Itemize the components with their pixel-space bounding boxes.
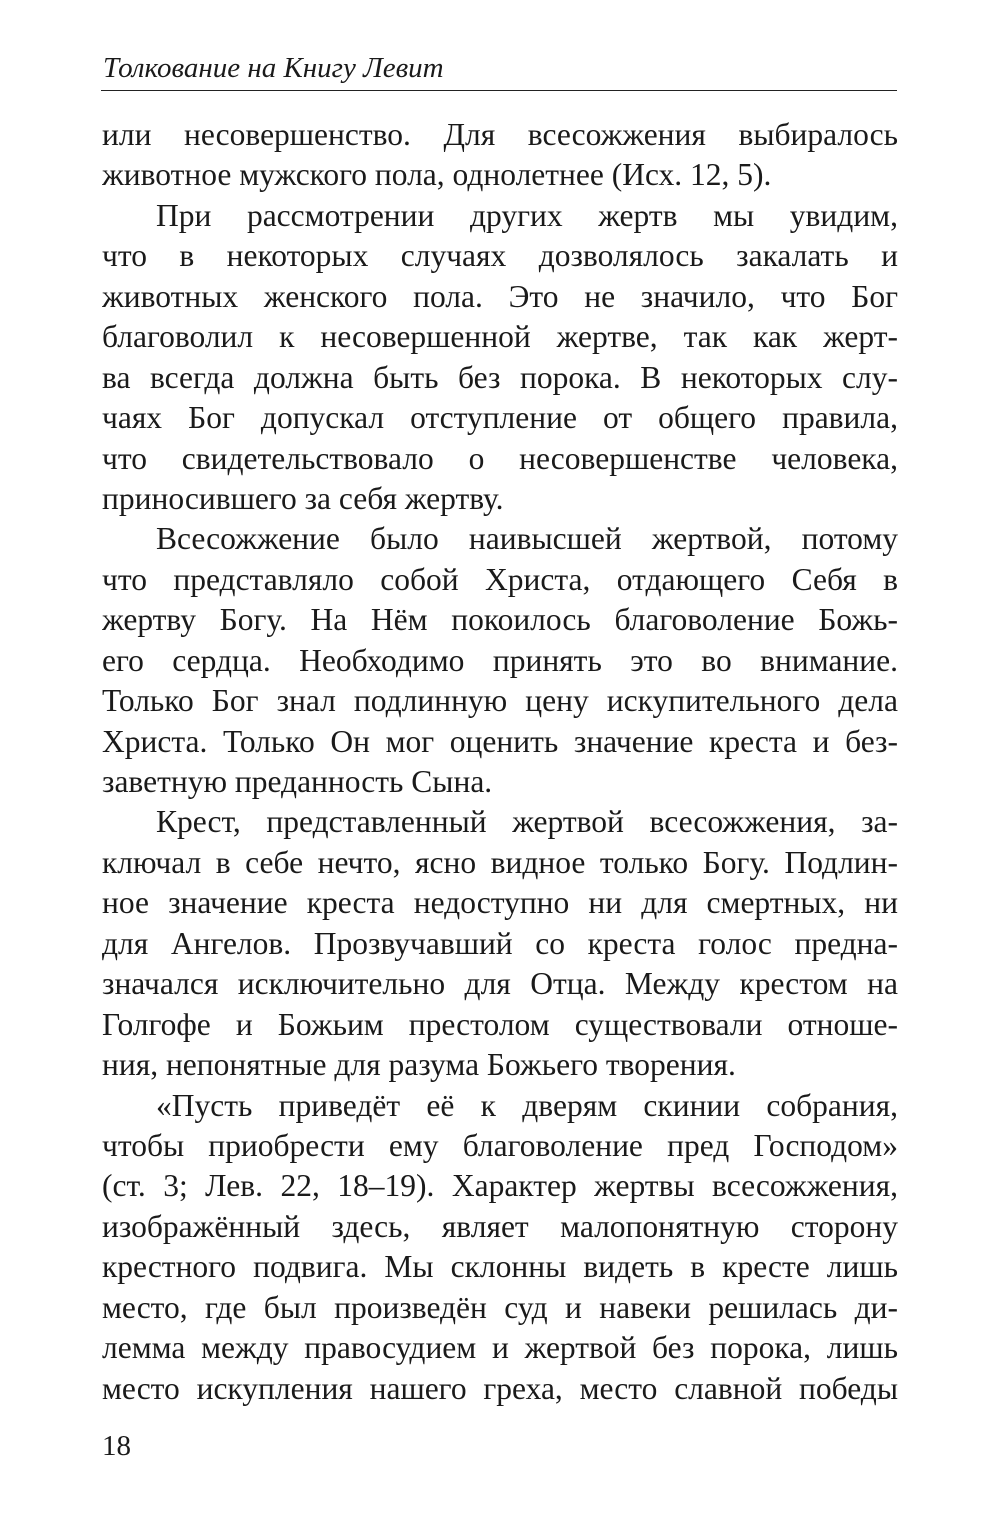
text-line: При рассмотрении других жертв мы увидим,	[156, 197, 898, 233]
text-line: ва всегда должна быть без порока. В некоторых слу-	[102, 359, 898, 395]
text-line: его сердца. Необходимо принять это во внимание.	[102, 642, 898, 678]
paragraph	[102, 115, 898, 196]
text-line: чтобы приобрести ему благоволение пред Господом»	[102, 1127, 898, 1163]
text-line: что в некоторых случаях дозволялось закалать и	[102, 238, 898, 274]
text-line: что представляло собой Христа, отдающего Себя в	[102, 561, 898, 597]
text-line: жертву Богу. На Нём покоилось благоволение Божь-	[102, 602, 898, 638]
paragraph	[102, 519, 898, 802]
text-line: чаях Бог допускал отступление от общего правила,	[102, 400, 898, 436]
paragraph	[102, 802, 898, 1085]
text-line: «Пусть приведёт её к дверям скинии собрания,	[156, 1087, 898, 1123]
text-line: заветную преданность Сына.	[102, 764, 493, 799]
text-line: Только Бог знал подлинную цену искупительного дела	[102, 683, 898, 719]
text-line: место искупления нашего греха, место славной победы	[102, 1370, 898, 1406]
text-line: или несовершенство. Для всесожжения выбиралось	[102, 117, 898, 152]
text-line: Всесожжение было наивысшей жертвой, потому	[156, 521, 898, 557]
text-line: лемма между правосудием и жертвой без порока, лишь	[102, 1330, 898, 1366]
paragraph	[102, 196, 898, 520]
text-line: Христа. Только Он мог оценить значение креста и без-	[102, 723, 898, 759]
text-line: приносившего за себя жертву.	[102, 480, 504, 516]
page-number: 18	[102, 1430, 131, 1462]
text-line: Голгофе и Божьим престолом существовали отноше-	[102, 1006, 898, 1042]
text-line: значался исключительно для Отца. Между крестом на	[102, 966, 898, 1002]
paragraph	[102, 1086, 898, 1410]
text-line: животное мужского пола, однолетнее (Исх. 12, 5).	[102, 157, 772, 193]
body-text	[102, 115, 898, 1409]
text-line: благоволил к несовершенной жертве, так как жерт-	[102, 319, 898, 355]
text-line: (ст. 3; Лев. 22, 18–19). Характер жертвы всесожжения,	[102, 1168, 898, 1204]
text-line: животных женского пола. Это не значило, что Бог	[102, 278, 898, 314]
text-line: что свидетельствовало о несовершенстве человека,	[102, 440, 898, 476]
text-line: Крест, представленный жертвой всесожжения, за-	[156, 804, 898, 840]
text-line: ния, непонятные для разума Божьего творения.	[102, 1047, 736, 1083]
text-line: ключал в себе нечто, ясно видное только Богу. Подлин-	[102, 844, 898, 880]
running-head: Толкование на Книгу Левит	[103, 52, 444, 84]
text-line: для Ангелов. Прозвучавший со креста голос предна-	[102, 925, 898, 961]
text-line: крестного подвига. Мы склонны видеть в кресте лишь	[102, 1249, 898, 1285]
text-line: изображённый здесь, являет малопонятную сторону	[102, 1208, 898, 1244]
header-rule	[101, 90, 897, 91]
text-line: место, где был произведён суд и навеки решилась ди-	[102, 1289, 898, 1325]
text-line: ное значение креста недоступно ни для смертных, ни	[102, 885, 898, 921]
